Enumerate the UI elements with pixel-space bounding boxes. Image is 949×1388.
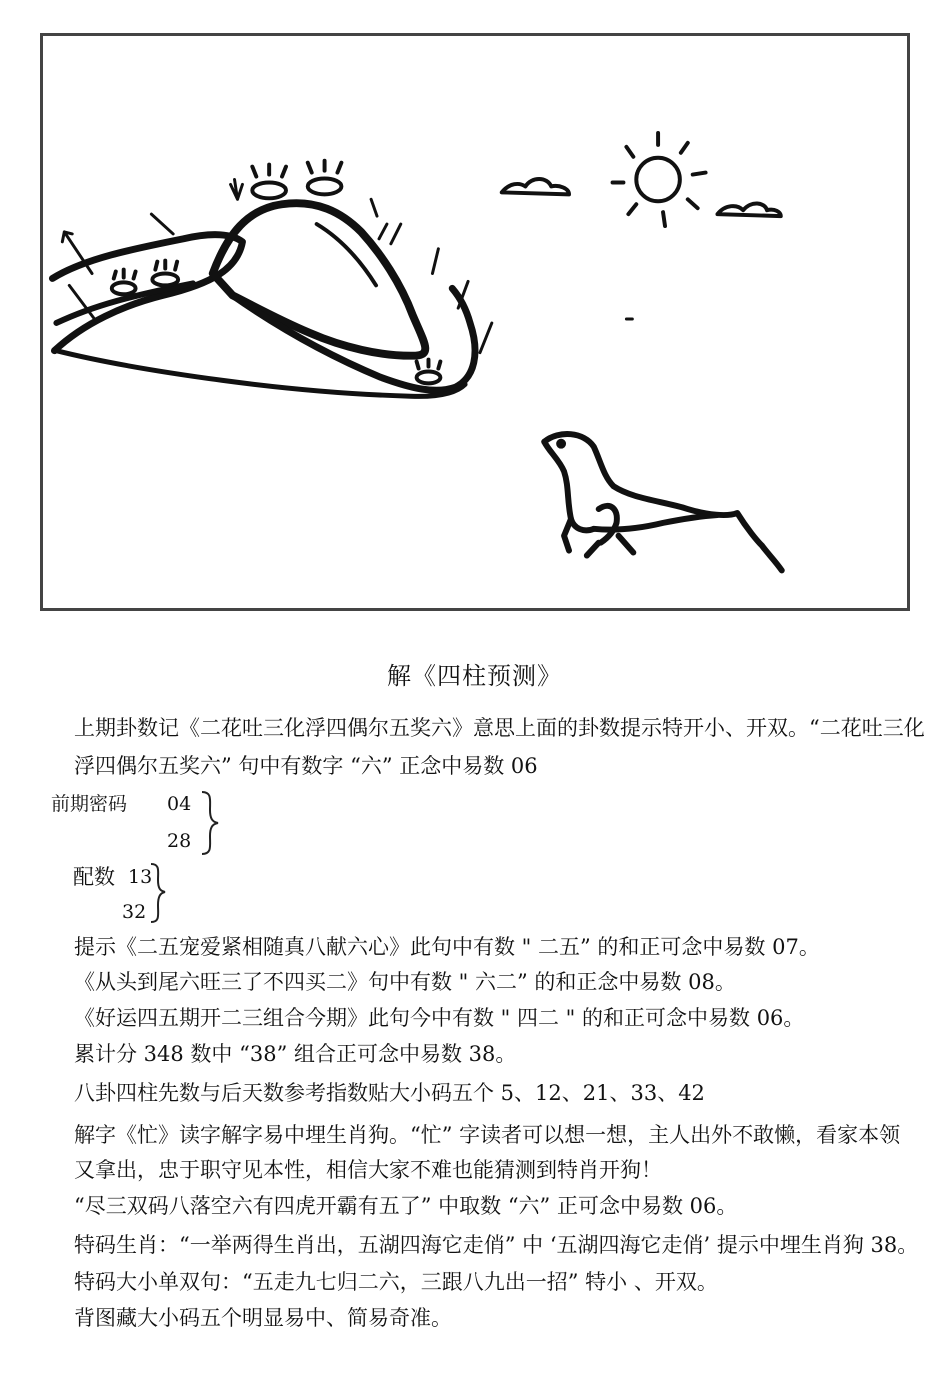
paragraph-line-1: 上期卦数记《二花吐三化浮四偶尔五奖六》意思上面的卦数提示特开小、开双。“二花吐三化 (74, 716, 925, 740)
page-title: 解《四柱预测》 (387, 662, 562, 690)
hint-line-4: 累计分 348 数中 “38” 组合正可念中易数 38。 (74, 1042, 517, 1066)
hint-line-3: 《好运四五期开二三组合今期》此句今中有数 " 四二 " 的和正可念中易数 06。 (74, 1006, 805, 1030)
hint-line-5: 八卦四柱先数与后天数参考指数贴大小码五个 5、12、21、33、42 (74, 1081, 705, 1105)
hint-line-10: 特码大小单双句：“五走九七归二六，三跟八九出一招” 特小 、开双。 (74, 1270, 718, 1294)
hint-line-9: 特码生肖：“一举两得生肖出，五湖四海它走俏” 中 ‘五湖四海它走俏’ 提示中埋生肖狗 38。 (74, 1233, 919, 1257)
previous-code-num-1: 04 (167, 793, 192, 815)
dog-figure (544, 434, 782, 570)
illustration-frame (40, 33, 910, 611)
previous-code-num-2: 28 (167, 830, 192, 852)
sun-icon (613, 133, 706, 226)
previous-code-label: 前期密码 (51, 793, 128, 815)
paragraph-line-2: 浮四偶尔五奖六” 句中有数字 “六” 正念中易数 06 (74, 754, 538, 778)
hint-line-2: 《从头到尾六旺三了不四买二》句中有数 " 六二” 的和正念中易数 08。 (74, 970, 736, 994)
brace-icon (147, 862, 169, 924)
pair-number-label: 配数 (73, 865, 115, 889)
hint-line-1: 提示《二五宠爱紧相随真八献六心》此句中有数 " 二五” 的和正可念中易数 07。 (74, 935, 820, 959)
sketch-illustration (43, 36, 907, 608)
brace-icon (198, 790, 222, 856)
hint-line-8: “尽三双码八落空六有四虎开霸有五了” 中取数 “六” 正可念中易数 06。 (74, 1194, 738, 1218)
hint-line-7: 又拿出，忠于职守见本性，相信大家不难也能猜测到特肖开狗！ (74, 1158, 662, 1182)
cloud-right (717, 203, 780, 216)
cloud-left (502, 179, 569, 194)
hint-line-6: 解字《忙》读字解字易中埋生肖狗。“忙” 字读者可以想一想，主人出外不敢懒，看家本领 (74, 1123, 901, 1147)
pair-number-2: 32 (122, 901, 147, 923)
pair-number-1: 13 (128, 866, 153, 888)
hint-line-11: 背图藏大小码五个明显易中、简易奇准。 (74, 1306, 452, 1330)
